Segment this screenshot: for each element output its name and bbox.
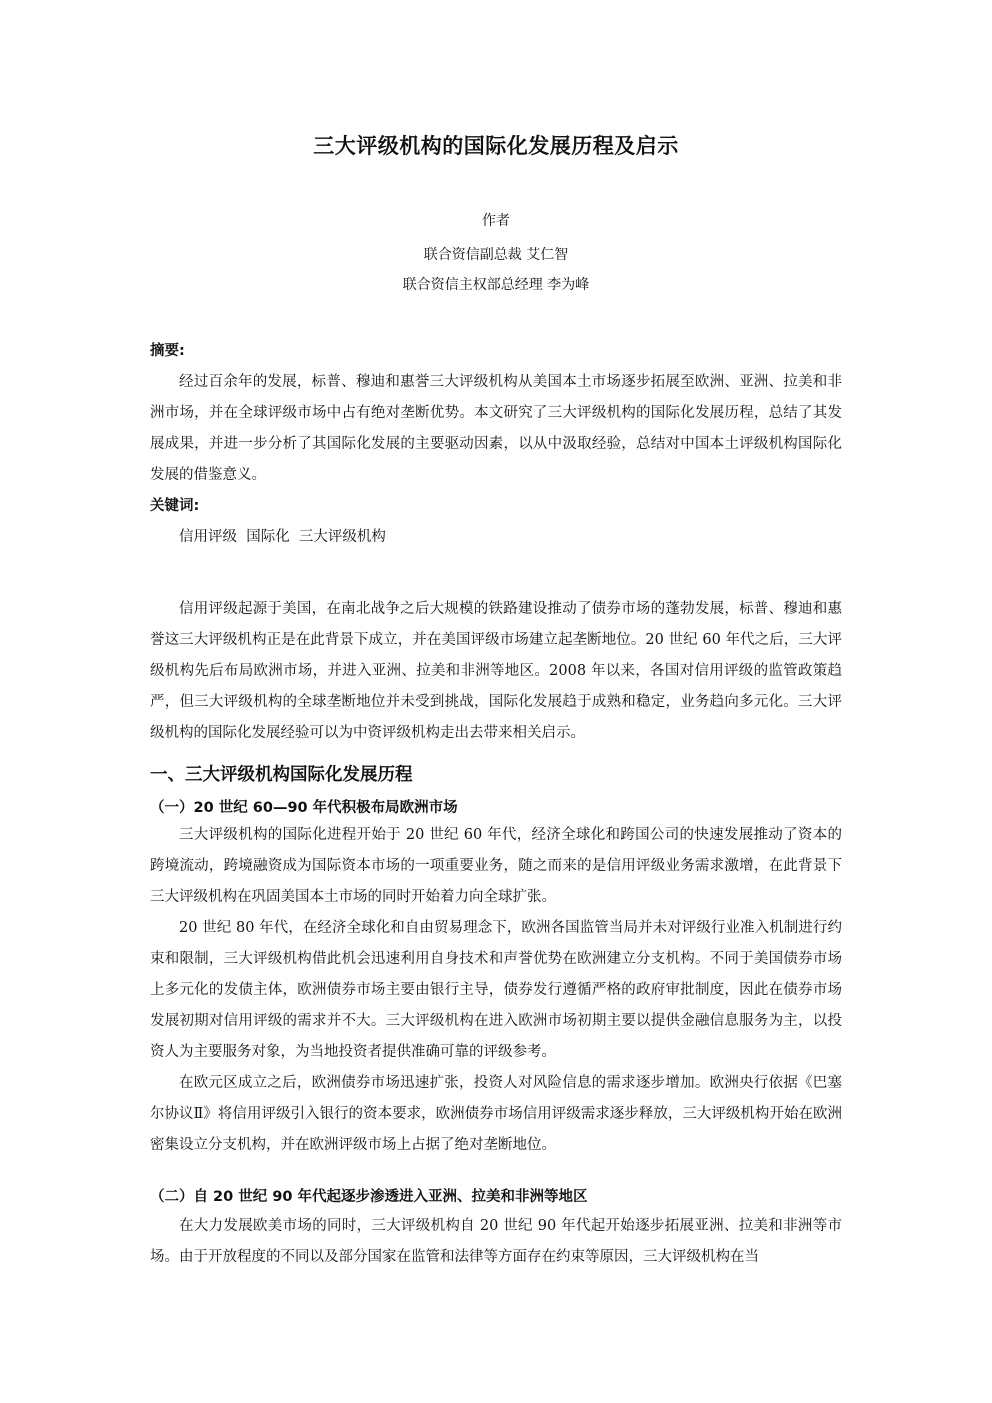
paragraph: 在欧元区成立之后，欧洲债券市场迅速扩张，投资人对风险信息的需求逐步增加。欧洲央行依据《巴塞尔协议Ⅱ》将信用评级引入银行的资本要求，欧洲债券市场信用评级需求逐步释放，三大评级机构开始在欧洲密集设立分支机构，并在欧洲评级市场上占据了绝对垄断地位。 (150, 1075, 842, 1153)
paragraph: 三大评级机构的国际化进程开始于 20 世纪 60 年代，经济全球化和跨国公司的快速发展推动了资本的跨境流动，跨境融资成为国际资本市场的一项重要业务，随之而来的是信用评级业务需求激增，在此背景下三大评级机构在巩固美国本土市场的同时开始着力向全球扩张。 (150, 827, 842, 905)
abstract-text: 经过百余年的发展，标普、穆迪和惠誉三大评级机构从美国本土市场逐步拓展至欧洲、亚洲、拉美和非洲市场，并在全球评级市场中占有绝对垄断优势。本文研究了三大评级机构的国际化发展历程，总结了其发展成果，并进一步分析了其国际化发展的主要驱动因素，以从中汲取经验，总结对中国本土评级机构国际化发展的借鉴意义。 (150, 374, 842, 483)
author-line-1: 联合资信副总裁 艾仁智 (423, 247, 569, 263)
paragraph: 20 世纪 80 年代，在经济全球化和自由贸易理念下，欧洲各国监管当局并未对评级行业准入机制进行约束和限制，三大评级机构借此机会迅速利用自身技术和声誉优势在欧洲建立分支机构。不同于美国债券市场上多元化的发债主体，欧洲债券市场主要由银行主导，债券发行遵循严格的政府审批制度，因此在债券市场发展初期对信用评级的需求并不大。三大评级机构在进入欧洲市场初期主要以提供金融信息服务为主，以投资人为主要服务对象，为当地投资者提供准确可靠的评级参考。 (150, 920, 842, 1060)
subsection-2-heading: （二）自 20 世纪 90 年代起逐步渗透进入亚洲、拉美和非洲等地区 (150, 1189, 588, 1205)
subsection-1-heading: （一）20 世纪 60—90 年代积极布局欧洲市场 (150, 800, 458, 816)
keywords-label: 关键词: (150, 498, 200, 514)
section-1-heading: 一、三大评级机构国际化发展历程 (150, 765, 413, 785)
abstract-label: 摘要: (150, 343, 185, 359)
abstract-section (150, 336, 842, 553)
author-label: 作者 (482, 213, 510, 229)
author-line-2: 联合资信主权部总经理 李为峰 (402, 277, 590, 293)
intro-paragraph: 信用评级起源于美国，在南北战争之后大规模的铁路建设推动了债券市场的蓬勃发展，标普、穆迪和惠誉这三大评级机构正是在此背景下成立，并在美国评级市场建立起垄断地位。20 世纪 60 年代之后，三大评级机构先后布局欧洲市场，并进入亚洲、拉美和非洲等地区。2008 年以来，各国对信用评级的监管政策趋严，但三大评级机构的全球垄断地位并未受到挑战，国际化发展趋于成熟和稳定，业务趋向多元化。三大评级机构的国际化发展经验可以为中资评级机构走出去带来相关启示。 (150, 601, 842, 741)
keywords-text: 信用评级 国际化 三大评级机构 (179, 529, 386, 545)
paragraph: 在大力发展欧美市场的同时，三大评级机构自 20 世纪 90 年代起开始逐步拓展亚洲、拉美和非洲等市场。由于开放程度的不同以及部分国家在监管和法律等方面存在约束等原因，三大评级机构在当 (150, 1218, 842, 1265)
document-title: 三大评级机构的国际化发展历程及启示 (313, 134, 679, 158)
subsection-2-body (150, 1211, 842, 1273)
subsection-1-body (150, 820, 842, 1161)
intro-paragraph-block (150, 594, 842, 749)
